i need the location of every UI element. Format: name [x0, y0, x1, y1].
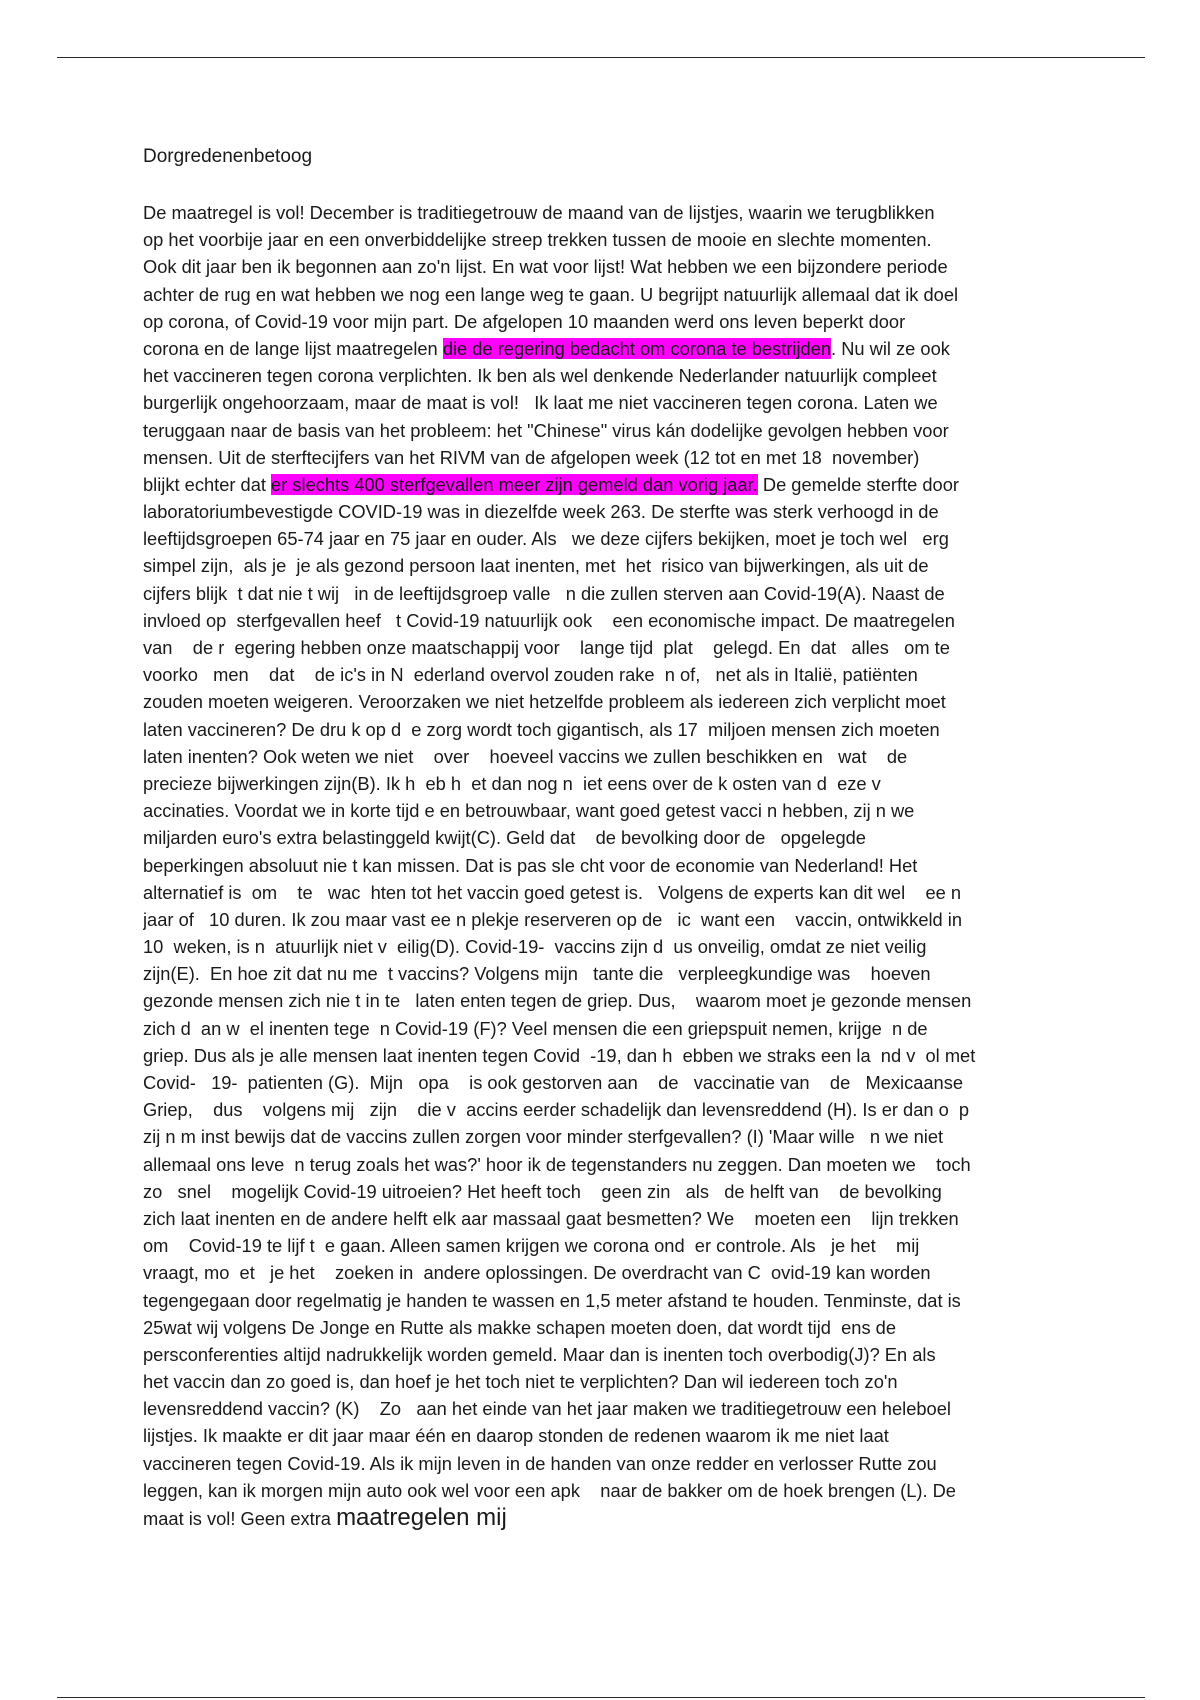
text-line — [143, 1123, 1083, 1150]
text-run: vraagt, mo et je het zoeken in andere oplossingen. De overdracht van C ovid-19 kan worden — [143, 1262, 931, 1284]
text-run: Griep, dus volgens mij zijn die v accins eerder schadelijk dan levensreddend (H). Is er dan o p — [143, 1099, 970, 1121]
text-line — [143, 960, 1083, 987]
text-run: cijfers blijk t dat nie t wij in de leeftijdsgroep valle n die zullen sterven aan Covid-19(A). Naast de — [143, 582, 945, 604]
text-line — [143, 525, 1083, 552]
text-run: het vaccin dan zo goed is, dan hoef je het toch niet te verplichten? Dan wil iedereen toch zo'n — [143, 1371, 898, 1393]
text-run: tegengegaan door regelmatig je handen te wassen en 1,5 meter afstand te houden. Tenminste, dat is — [143, 1289, 961, 1311]
text-run: maat is vol! Geen extra — [143, 1508, 337, 1529]
text-run: achter de rug en wat hebben we nog een lange weg te gaan. U begrijpt natuurlijk allemaal dat ik doel — [143, 283, 959, 305]
text-line — [143, 362, 1083, 389]
text-run: burgerlijk ongehoorzaam, maar de maat is vol! Ik laat me niet vaccineren tegen corona. Laten we — [143, 392, 938, 414]
text-run: leggen, kan ik morgen mijn auto ook wel voor een apk naar de bakker om de hoek brengen (L). De — [143, 1479, 956, 1501]
text-line — [143, 498, 1083, 525]
text-line — [143, 335, 1083, 362]
text-run: De gemelde sterfte door — [757, 473, 959, 495]
text-run: De maatregel is vol! December is traditiegetrouw de maand van de lijstjes, waarin we terugblikken — [143, 202, 935, 223]
text-run: alternatief is om te wac hten tot het vaccin goed getest is. Volgens de experts kan dit wel ee n — [143, 881, 962, 903]
text-run: zij n m inst bewijs dat de vaccins zullen zorgen voor minder sterfgevallen? (I) 'Maar wille n we niet — [143, 1126, 944, 1148]
text-line — [143, 253, 1083, 280]
text-line — [143, 1368, 1083, 1395]
text-line — [143, 199, 1083, 226]
text-line — [143, 1232, 1083, 1259]
text-run: mensen. Uit de sterftecijfers van het RIVM van de afgelopen week (12 tot en met 18 november) — [143, 446, 920, 468]
text-line — [143, 852, 1083, 879]
text-line — [143, 1450, 1083, 1477]
text-run: teruggaan naar de basis van het probleem: het "Chinese" virus kán dodelijke gevolgen hebben voor — [143, 419, 949, 441]
text-line — [143, 1504, 1083, 1531]
text-line — [143, 1287, 1083, 1314]
text-line — [143, 906, 1083, 933]
text-run: jaar of 10 duren. Ik zou maar vast ee n plekje reserveren op de ic want een vaccin, ontwikkeld in — [143, 908, 963, 930]
text-run: laboratoriumbevestigde COVID-19 was in diezelfde week 263. De sterfte was sterk verhoogd in de — [143, 501, 939, 523]
text-line — [143, 281, 1083, 308]
text-line — [143, 824, 1083, 851]
text-run: zijn(E). En hoe zit dat nu me t vaccins? Volgens mijn tante die verpleegkundige was hoeven — [143, 963, 931, 985]
text-line — [143, 770, 1083, 797]
text-line — [143, 797, 1083, 824]
text-run: 10 weken, is n atuurlijk niet v eilig(D). Covid-19- vaccins zijn d us onveilig, omdat ze niet veilig — [143, 936, 927, 958]
text-run: zouden moeten weigeren. Veroorzaken we niet hetzelfde probleem als iedereen zich verplicht moet — [143, 691, 946, 713]
text-line — [143, 933, 1083, 960]
text-line — [143, 987, 1083, 1014]
text-line — [143, 1205, 1083, 1232]
text-run: blijkt echter dat — [143, 473, 272, 495]
text-run: voorko men dat de ic's in N ederland overvol zouden rake n of, net als in Italië, patiënten — [143, 664, 918, 686]
text-line — [143, 308, 1083, 335]
text-run: corona en de lange lijst maatregelen — [143, 337, 443, 359]
text-line — [143, 1042, 1083, 1069]
text-line — [143, 1096, 1083, 1123]
text-run: simpel zijn, als je je als gezond persoon laat inenten, met het risico van bijwerkingen, als uit de — [143, 555, 929, 577]
text-run: precieze bijwerkingen zijn(B). Ik h eb h et dan nog n iet eens over de k osten van d eze v — [143, 772, 881, 794]
text-line — [143, 716, 1083, 743]
text-run: zich laat inenten en de andere helft elk aar massaal gaat besmetten? We moeten een lijn trekken — [143, 1207, 959, 1229]
text-run: invloed op sterfgevallen heef t Covid-19 natuurlijk ook een economische impact. De maatregelen — [143, 609, 955, 631]
text-run: allemaal ons leve n terug zoals het was?' hoor ik de tegenstanders nu zeggen. Dan moeten we toch — [143, 1153, 971, 1175]
text-line — [143, 389, 1083, 416]
text-run: gezonde mensen zich nie t in te laten enten tegen de griep. Dus, waarom moet je gezonde mensen — [143, 990, 972, 1012]
text-run: het vaccineren tegen corona verplichten. Ik ben als wel denkende Nederlander natuurlijk compleet — [143, 365, 937, 387]
text-run: Covid- 19- patienten (G). Mijn opa is ook gestorven aan de vaccinatie van de Mexicaanse — [143, 1072, 964, 1093]
text-line — [143, 661, 1083, 688]
text-run: persconferenties altijd nadrukkelijk worden gemeld. Maar dan is inenten toch overbodig(J)? En als — [143, 1343, 936, 1365]
text-line — [143, 688, 1083, 715]
highlighted-text: er slechts 400 sterfgevallen meer zijn gemeld dan vorig jaar. — [271, 473, 758, 495]
text-line — [143, 471, 1083, 498]
essay-body — [143, 199, 1083, 1531]
text-line — [143, 607, 1083, 634]
footer-rule — [57, 1697, 1145, 1698]
text-run: levensreddend vaccin? (K) Zo aan het einde van het jaar maken we traditiegetrouw een heleboel — [143, 1398, 951, 1420]
text-line — [143, 1477, 1083, 1504]
text-run: vaccineren tegen Covid-19. Als ik mijn leven in de handen van onze redder en verlosser Rutte zou — [143, 1452, 937, 1474]
text-run: griep. Dus als je alle mensen laat inenten tegen Covid -19, dan h ebben we straks een la nd v ol met — [143, 1044, 976, 1066]
text-line — [143, 743, 1083, 770]
text-run: op corona, of Covid-19 voor mijn part. De afgelopen 10 maanden werd ons leven beperkt door — [143, 310, 906, 332]
text-line — [143, 879, 1083, 906]
document-title: Dorgredenenbetoog — [143, 146, 313, 167]
text-line — [143, 1259, 1083, 1286]
text-run: om Covid-19 te lijf t e gaan. Alleen samen krijgen we corona ond er controle. Als je het mij — [143, 1235, 920, 1257]
text-line — [143, 552, 1083, 579]
text-line — [143, 444, 1083, 471]
text-run: op het voorbije jaar en een onverbiddelijke streep trekken tussen de mooie en slechte momenten. — [143, 229, 932, 251]
text-line — [143, 1341, 1083, 1368]
text-run: van de r egering hebben onze maatschappij voor lange tijd plat gelegd. En dat alles om te — [143, 637, 950, 658]
text-run: accinaties. Voordat we in korte tijd e en betrouwbaar, want goed getest vacci n hebben, zij n we — [143, 800, 915, 822]
header-rule — [57, 57, 1145, 58]
text-run: 25wat wij volgens De Jonge en Rutte als makke schapen moeten doen, dat wordt tijd ens de — [143, 1316, 897, 1338]
text-line — [143, 1178, 1083, 1205]
highlighted-text: die de regering bedacht om corona te bestrijden — [442, 337, 832, 359]
text-run: . Nu wil ze ook — [831, 337, 950, 359]
text-line — [143, 417, 1083, 444]
text-run: laten inenten? Ook weten we niet over hoeveel vaccins we zullen beschikken en wat de — [143, 745, 908, 767]
text-line — [143, 1314, 1083, 1341]
text-line — [143, 226, 1083, 253]
text-line — [143, 1069, 1083, 1096]
text-line — [143, 1015, 1083, 1042]
text-line — [143, 634, 1083, 661]
enlarged-text: maatregelen mij — [336, 1504, 507, 1531]
text-line — [143, 1151, 1083, 1178]
text-line — [143, 1422, 1083, 1449]
text-run: zo snel mogelijk Covid-19 uitroeien? Het heeft toch geen zin als de helft van de bevolking — [143, 1180, 942, 1202]
text-run: miljarden euro's extra belastinggeld kwijt(C). Geld dat de bevolking door de opgelegde — [143, 827, 866, 849]
text-run: beperkingen absoluut nie t kan missen. Dat is pas sle cht voor de economie van Nederland! Het — [143, 854, 918, 876]
text-run: leeftijdsgroepen 65-74 jaar en 75 jaar en ouder. Als we deze cijfers bekijken, moet je toch wel erg — [143, 528, 949, 550]
text-run: laten vaccineren? De dru k op d e zorg wordt toch gigantisch, als 17 miljoen mensen zich moeten — [143, 718, 940, 740]
text-line — [143, 1395, 1083, 1422]
text-run: Ook dit jaar ben ik begonnen aan zo'n lijst. En wat voor lijst! Wat hebben we een bijzondere periode — [143, 256, 948, 278]
text-line — [143, 580, 1083, 607]
text-run: lijstjes. Ik maakte er dit jaar maar één en daarop stonden de redenen waarom ik me niet laat — [143, 1425, 889, 1447]
text-run: zich d an w el inenten tege n Covid-19 (F)? Veel mensen die een griepspuit nemen, krijge n de — [143, 1017, 928, 1039]
